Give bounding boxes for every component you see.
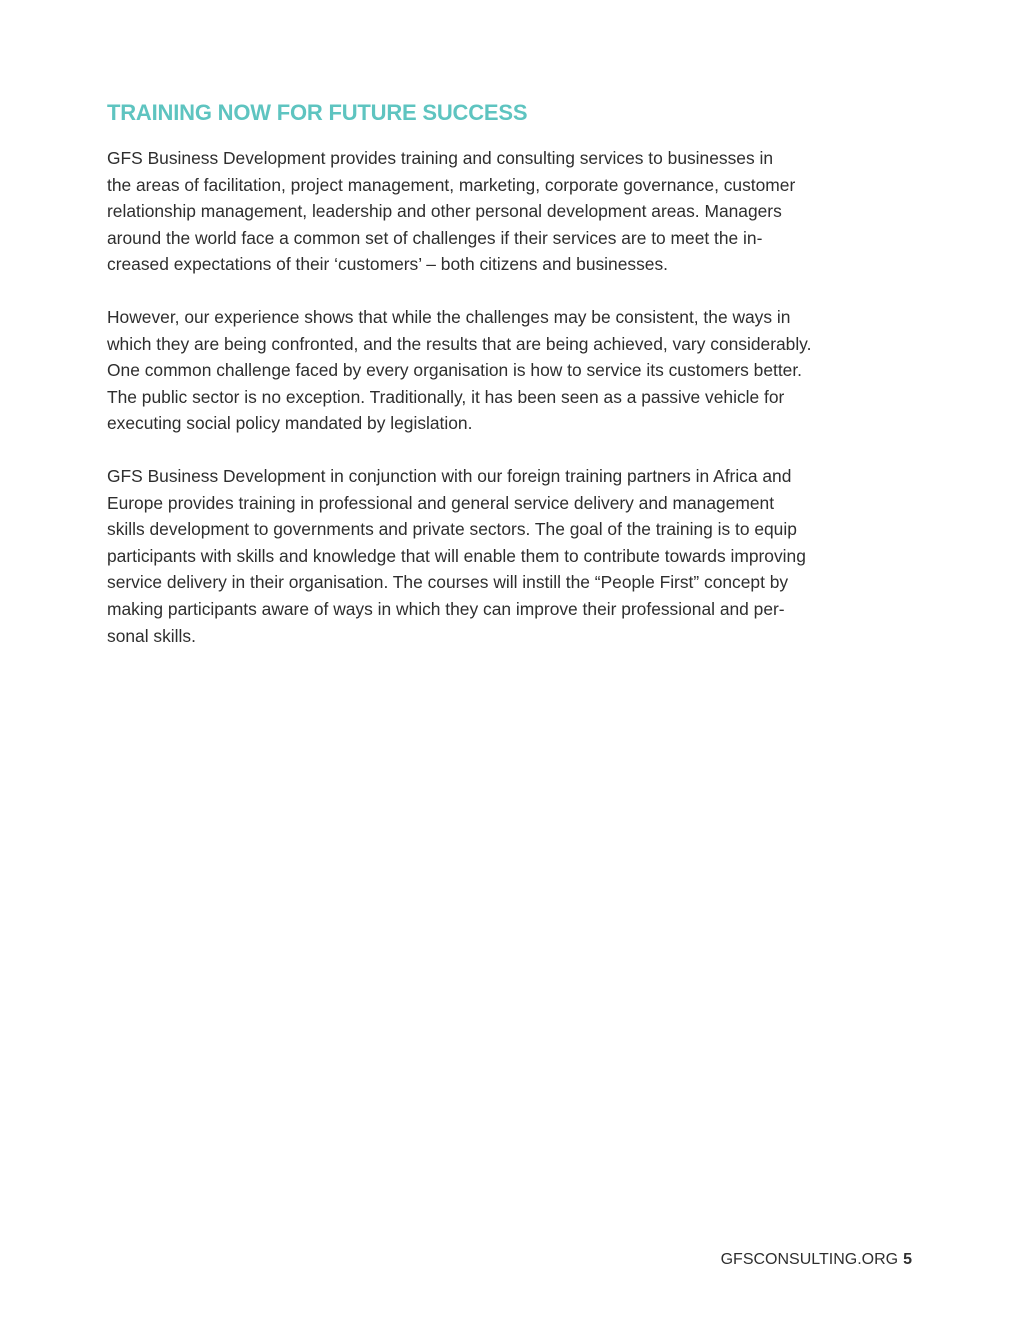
paragraph-3: [107, 463, 922, 649]
text-line: GFS Business Development provides training and consulting services to businesses in: [107, 148, 774, 168]
text-line: making participants aware of ways in which they can improve their professional and per-: [107, 598, 785, 619]
text-line: service delivery in their organisation. The courses will instill the “People First” concept by: [107, 572, 789, 593]
paragraph-1: [107, 145, 922, 278]
text-line: The public sector is no exception. Traditionally, it has been seen as a passive vehicle for: [107, 386, 785, 407]
paragraph-2: [107, 304, 922, 437]
text-line: skills development to governments and private sectors. The goal of the training is to equip: [107, 519, 797, 540]
text-line: Europe provides training in professional and general service delivery and management: [107, 492, 775, 513]
text-line: the areas of facilitation, project management, marketing, corporate governance, customer: [107, 174, 796, 195]
footer-site: GFSCONSULTING.ORG: [720, 1251, 899, 1268]
text-line: relationship management, leadership and other personal development areas. Managers: [107, 201, 782, 222]
page-heading: TRAINING NOW FOR FUTURE SUCCESS: [107, 100, 528, 125]
text-line: executing social policy mandated by legislation.: [107, 413, 473, 434]
text-line: creased expectations of their ‘customers’ – both citizens and businesses.: [107, 254, 668, 275]
body-text: [107, 145, 922, 675]
text-line: One common challenge faced by every organisation is how to service its customers better.: [107, 360, 802, 381]
text-line: However, our experience shows that while the challenges may be consistent, the ways in: [107, 306, 791, 327]
page-number: 5: [903, 1251, 912, 1268]
text-line: sonal skills.: [107, 625, 196, 646]
text-line: which they are being confronted, and the results that are being achieved, vary considerably.: [107, 333, 812, 354]
text-line: around the world face a common set of challenges if their services are to meet the in-: [107, 227, 763, 248]
text-line: GFS Business Development in conjunction with our foreign training partners in Africa and: [107, 465, 792, 486]
page-footer: [721, 1251, 912, 1269]
text-line: participants with skills and knowledge that will enable them to contribute towards improving: [107, 545, 806, 566]
